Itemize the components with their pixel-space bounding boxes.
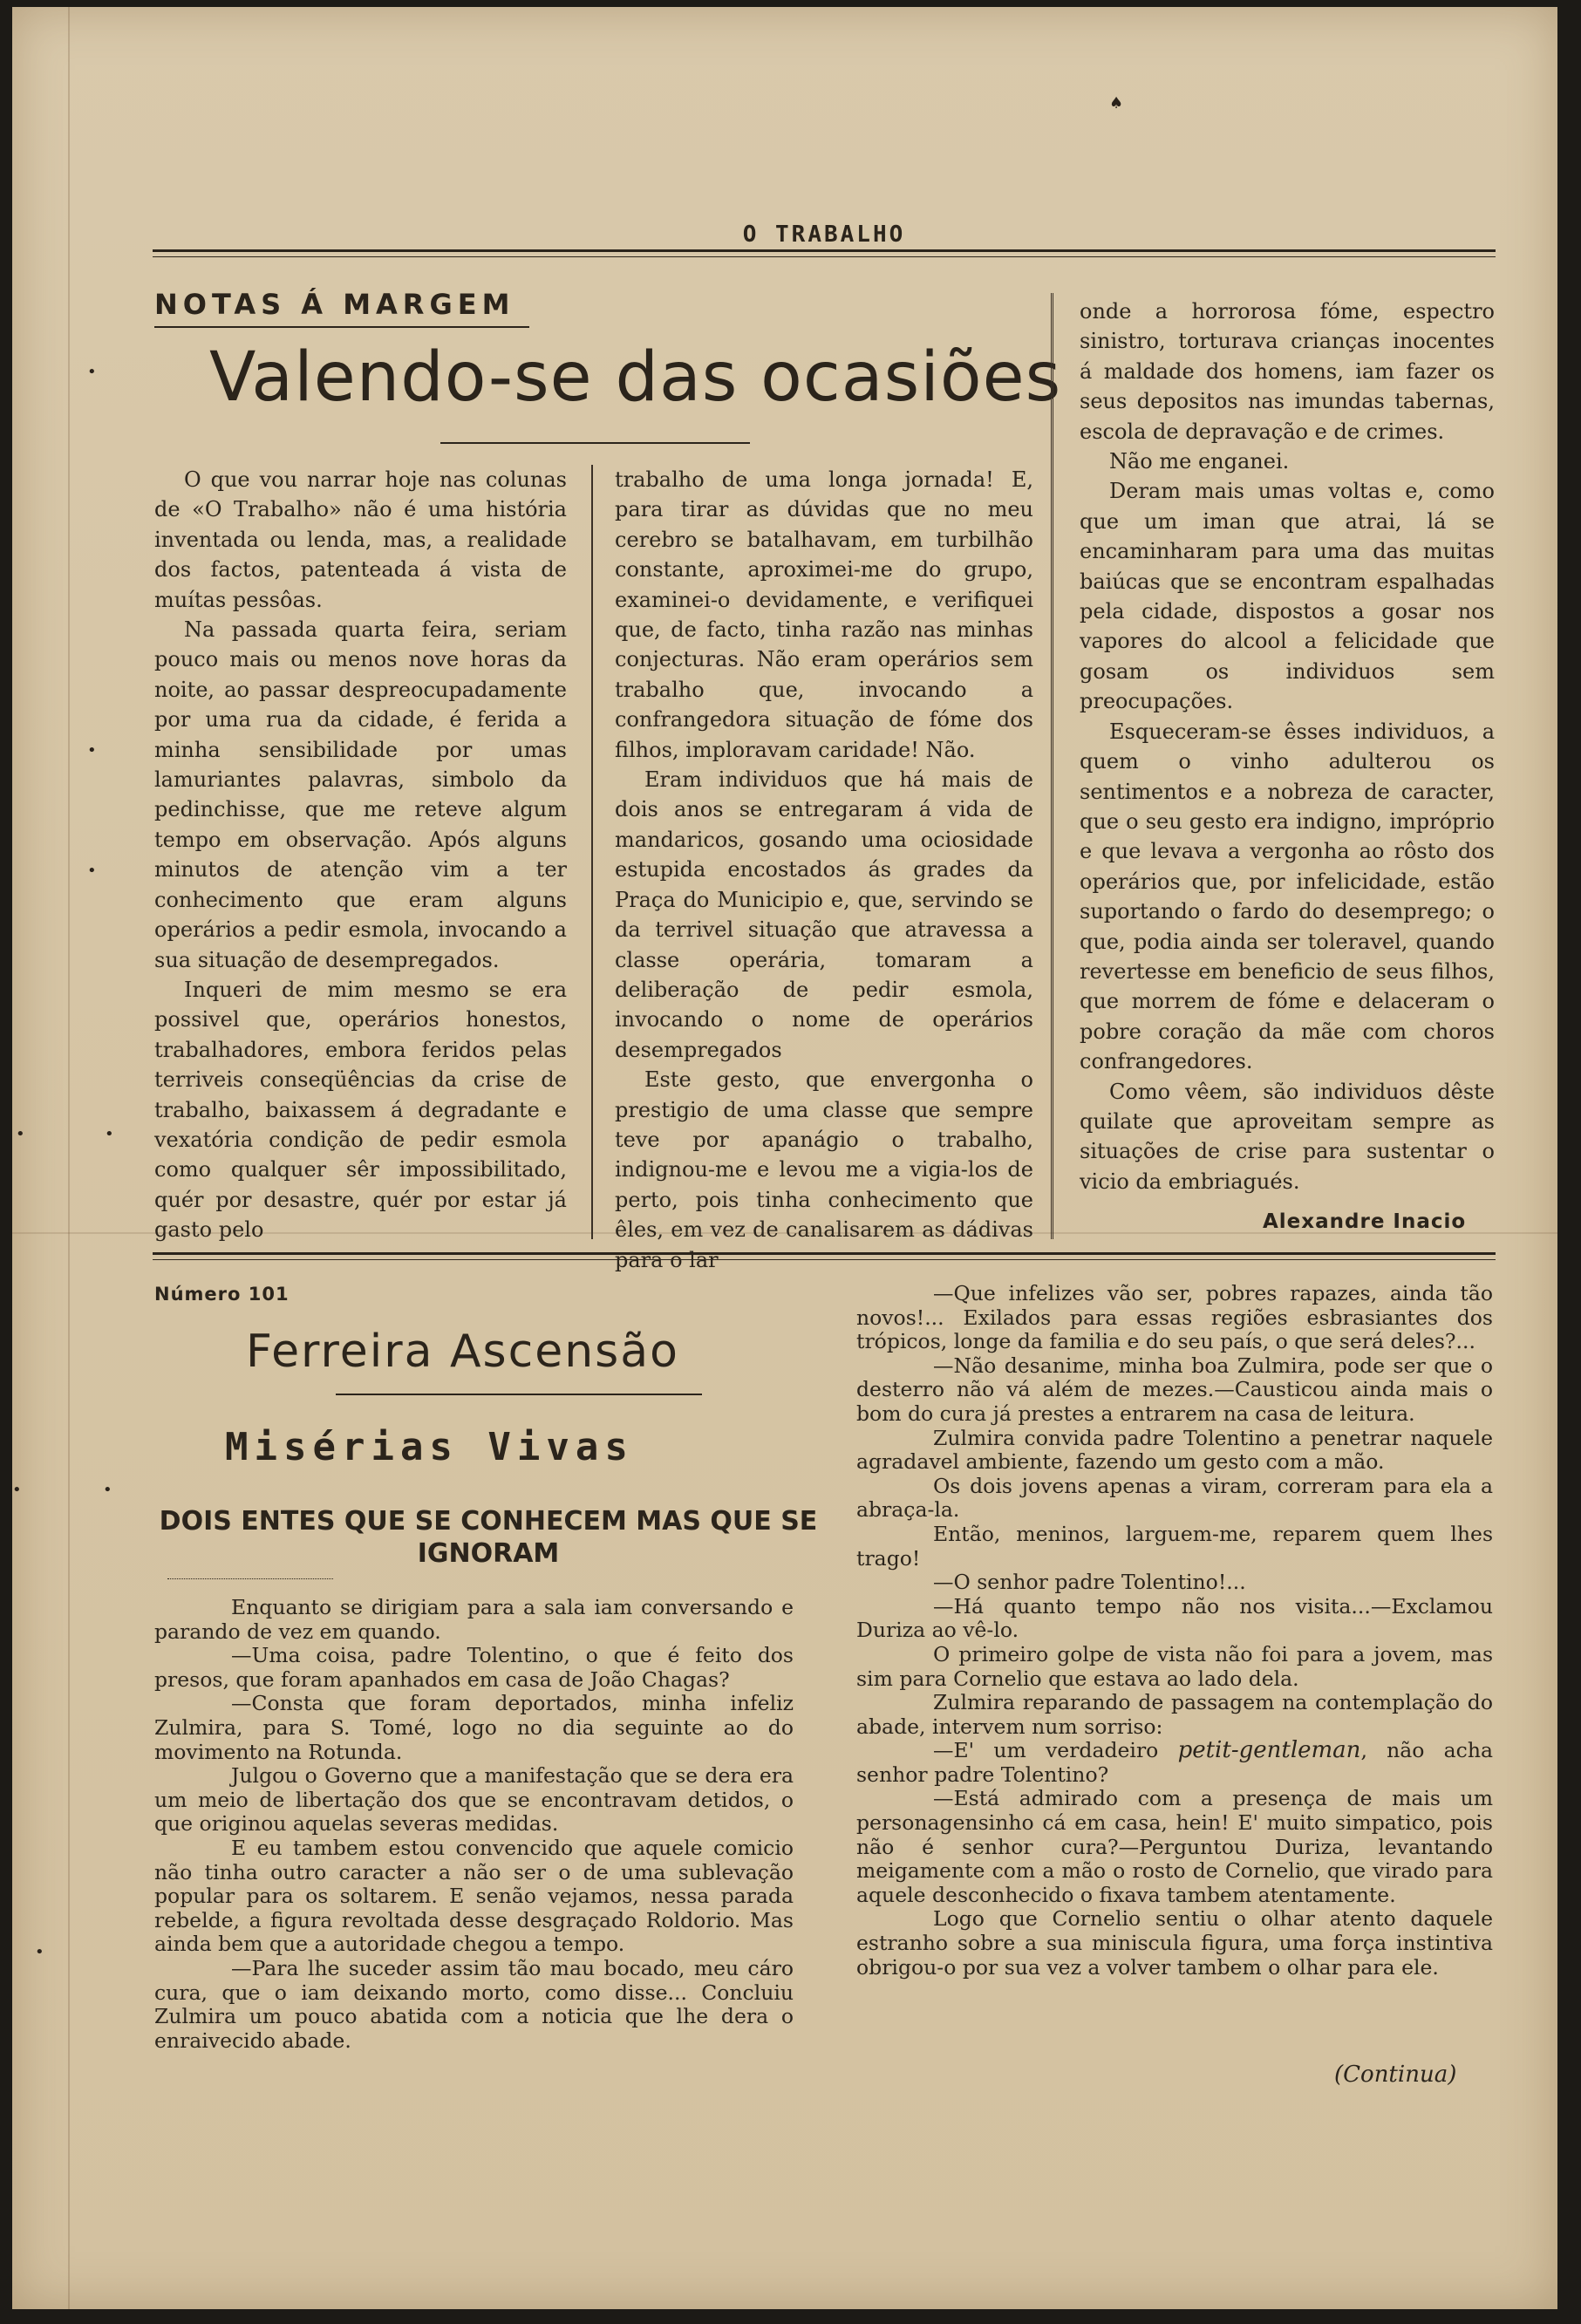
newspaper-name: O TRABALHO [742, 221, 906, 248]
paragraph: O que vou narrar hoje nas colunas de «O Trabalho» não é uma história inventada ou lenda, mas, a realidade dos factos, patenteada á vista de muítas pessôas. [154, 467, 567, 612]
section-title: NOTAS Á MARGEM [154, 288, 515, 321]
ink-speck: • [87, 741, 97, 760]
paragraph: Na passada quarta feira, seriam pouco mais ou menos nove horas da noite, ao passar despreocupadamente por uma rua da cidade, é ferida a minha sensibilidade por umas lamuriantes palavras, simbolo da pedinchisse, que me reteve algum tempo em observação. Após alguns minutos de atenção vim a ter conhecimento que eram alguns operários a pedir esmola, invocando a sua situação de desempregados. [154, 617, 567, 972]
page-fold [68, 7, 70, 2309]
section-rule [154, 326, 529, 328]
article-column-3 [1080, 296, 1495, 1196]
masthead-rule [153, 256, 1496, 257]
paragraph: Como vêem, são individuos dêste quilate que aproveitam sempre as situações de crise para sustentar o vicio da embriagués. [1080, 1079, 1495, 1194]
ink-speck: ♠ [1109, 94, 1124, 112]
chapter-title: DOIS ENTES QUE SE CONHECEM MAS QUE SE IGNORAM [159, 1506, 818, 1569]
author-rule [336, 1394, 702, 1395]
paragraph: Este gesto, que envergonha o prestigio de uma classe que sempre teve por apanágio o trabalho, indignou-me e levou me a vigia-los de perto, pois tinha conhecimento que êles, em vez de canalisarem as dádivas para o lar [615, 1067, 1033, 1272]
paragraph: Eram individuos que há mais de dois anos se entregaram á vida de mandaricos, gosando uma ociosidade estupida encostados ás grades da Praça do Municipio e, que, servindo se da terrivel situação que atravessa a classe operária, tomaram a deliberação de pedir esmola, invocando o nome de operários desempregados [615, 767, 1033, 1062]
article-column-1 [154, 465, 567, 1245]
paragraph: Zulmira convida padre Tolentino a penetrar naquele agradavel ambiente, fazendo um gesto com a mão. [856, 1425, 1493, 1475]
ink-speck: • [12, 1481, 22, 1499]
column-rule [591, 465, 593, 1239]
article-headline: Valendo-se das ocasiões [209, 338, 1062, 417]
paragraph: Inqueri de mim mesmo se era possivel que, operários honestos, trabalhadores, embora feridos pelas terriveis conseqüências da crise de trabalho, baixassem á degradante e vexatória condição de pedir esmola como qualquer sêr impossibilitado, quér por desastre, quér por estar já gasto pelo [154, 977, 567, 1243]
masthead-rule [153, 249, 1496, 252]
paragraph: Deram mais umas voltas e, como que um iman que atrai, lá se encaminharam para uma das muitas baiúcas que se encontram espalhadas pela cidade, dispostos a gosar nos vapores do alcool a felicidade que gosam os individuos sem preocupações. [1080, 479, 1495, 714]
masthead [153, 218, 1496, 267]
paragraph: onde a horrorosa fóme, espectro sinistro, torturava crianças inocentes á maldade dos homens, iam fazer os seus depositos nas imundas tabernas, escola de depravação e de crimes. [1080, 299, 1495, 444]
paragraph: —Para lhe suceder assim tão mau bocado, meu cáro cura, que o iam deixando morto, como disse... Concluiu Zulmira um pouco abatida com a noticia que lhe dera o enraivecido abade. [154, 1955, 794, 2053]
ink-speck: • [103, 1481, 112, 1499]
ink-speck: • [105, 1125, 114, 1143]
column-rule [1051, 293, 1053, 1239]
paragraph: Esqueceram-se êsses individuos, a quem o vinho adulterou os sentimentos e a nobreza de caracter, que o seu gesto era indigno, impróprio e que levava a vergonha ao rôsto dos operários que, por infelicidade, estão suportando o fardo do desemprego; o que, podia ainda ser toleravel, quando revertesse em beneficio de seus filhos, que morrem de fóme e delaceram o pobre coração da mãe com choros confrangedores. [1080, 719, 1495, 1074]
ink-speck: • [16, 1125, 25, 1143]
paragraph: —Não desanime, minha boa Zulmira, pode ser que o desterro não vá além de mezes.—Causticou ainda mais o bom do cura já prestes a entrarem na casa de leitura. [856, 1353, 1493, 1426]
ink-speck: • [35, 1943, 44, 1961]
ink-speck: • [87, 862, 97, 880]
paragraph: —O senhor padre Tolentino!... [933, 1570, 1246, 1595]
paragraph: trabalho de uma longa jornada! E, para tirar as dúvidas que no meu cerebro se batalhavam, em turbilhão constante, aproximei-me do grupo, examinei-o devidamente, e verifiquei que, de facto, tinha razão nas minhas conjecturas. Não eram operários sem trabalho que, invocando a confrangedora situação de fóme dos filhos, imploravam caridade! Não. [615, 467, 1033, 762]
serial-author: Ferreira Ascensão [246, 1326, 679, 1378]
paragraph: Julgou o Governo que a manifestação que se dera era um meio de libertação dos que se encontravam detidos, o que originou aquelas severas medidas. [154, 1763, 794, 1837]
serial-column-1 [154, 1596, 794, 2053]
paragraph: Logo que Cornelio sentiu o olhar atento daquele estranho sobre a sua miniscula figura, uma força instintiva obrigou-o por sua vez a volver tambem o olhar para ele. [856, 1906, 1493, 1980]
headline-ornament [440, 442, 750, 444]
author-signature: Alexandre Inacio [1263, 1210, 1467, 1233]
paragraph [856, 1739, 1493, 1787]
chapter-rule [167, 1578, 333, 1579]
serial-title: Misérias Vivas [225, 1425, 634, 1469]
serial-column-2 [856, 1282, 1493, 1980]
paragraph: E eu tambem estou convencido que aquele comicio não tinha outro caracter a não ser o de uma sublevação popular para os soltarem. E senão vejamos, nessa parada rebelde, a figura revoltada desse desgraçado Roldorio. Mas ainda bem que a autoridade chegou a tempo. [154, 1835, 794, 1957]
dialogue-text: , não acha senhor padre Tolentino? [856, 1738, 1493, 1787]
paragraph: —Uma coisa, padre Tolentino, o que é feito dos presos, que foram apanhados em casa de João Chagas? [154, 1643, 794, 1692]
emphasis-text: petit-gentleman [1177, 1737, 1361, 1764]
paragraph: Enquanto se dirigiam para a sala iam conversando e parando de vez em quando. [154, 1595, 794, 1644]
ink-speck: • [87, 363, 97, 381]
section-separator [153, 1252, 1496, 1255]
paragraph: Então, meninos, larguem-me, reparem quem lhes trago! [856, 1521, 1493, 1571]
continued-note: (Continua) [1334, 2062, 1457, 2088]
paragraph: Zulmira reparando de passagem na contemplação do abade, intervem num sorriso: [856, 1690, 1493, 1739]
section-separator [153, 1259, 1496, 1260]
paragraph: —Que infelizes vão ser, pobres rapazes, ainda tão novos!... Exilados para essas regiões esbrasiantes dos trópicos, longe da familia e do seu país, o que será deles?... [856, 1281, 1493, 1354]
paragraph: —Consta que foram deportados, minha infeliz Zulmira, para S. Tomé, logo no dia seguinte ao do movimento na Rotunda. [154, 1691, 794, 1764]
paragraph: —Está admirado com a presença de mais um personagensinho cá em casa, hein! E' muito simpatico, pois não é senhor cura?—Perguntou Duriza, levantando meigamente com a mão o rosto de Cornelio, que virado para aquele desconhecido o fixava tambem atentamente. [856, 1786, 1493, 1907]
serial-number: Número 101 [154, 1284, 290, 1305]
paragraph: Não me enganei. [1109, 449, 1290, 474]
dialogue-text: —E' um verdadeiro [933, 1738, 1159, 1763]
paragraph: —Há quanto tempo não nos visita...—Exclamou Duriza ao vê-lo. [856, 1593, 1493, 1643]
article-column-2 [615, 465, 1033, 1275]
paragraph: Os dois jovens apenas a viram, correram para ela a abraça-la. [856, 1473, 1493, 1523]
paragraph: O primeiro golpe de vista não foi para a jovem, mas sim para Cornelio que estava ao lado dela. [856, 1641, 1493, 1691]
